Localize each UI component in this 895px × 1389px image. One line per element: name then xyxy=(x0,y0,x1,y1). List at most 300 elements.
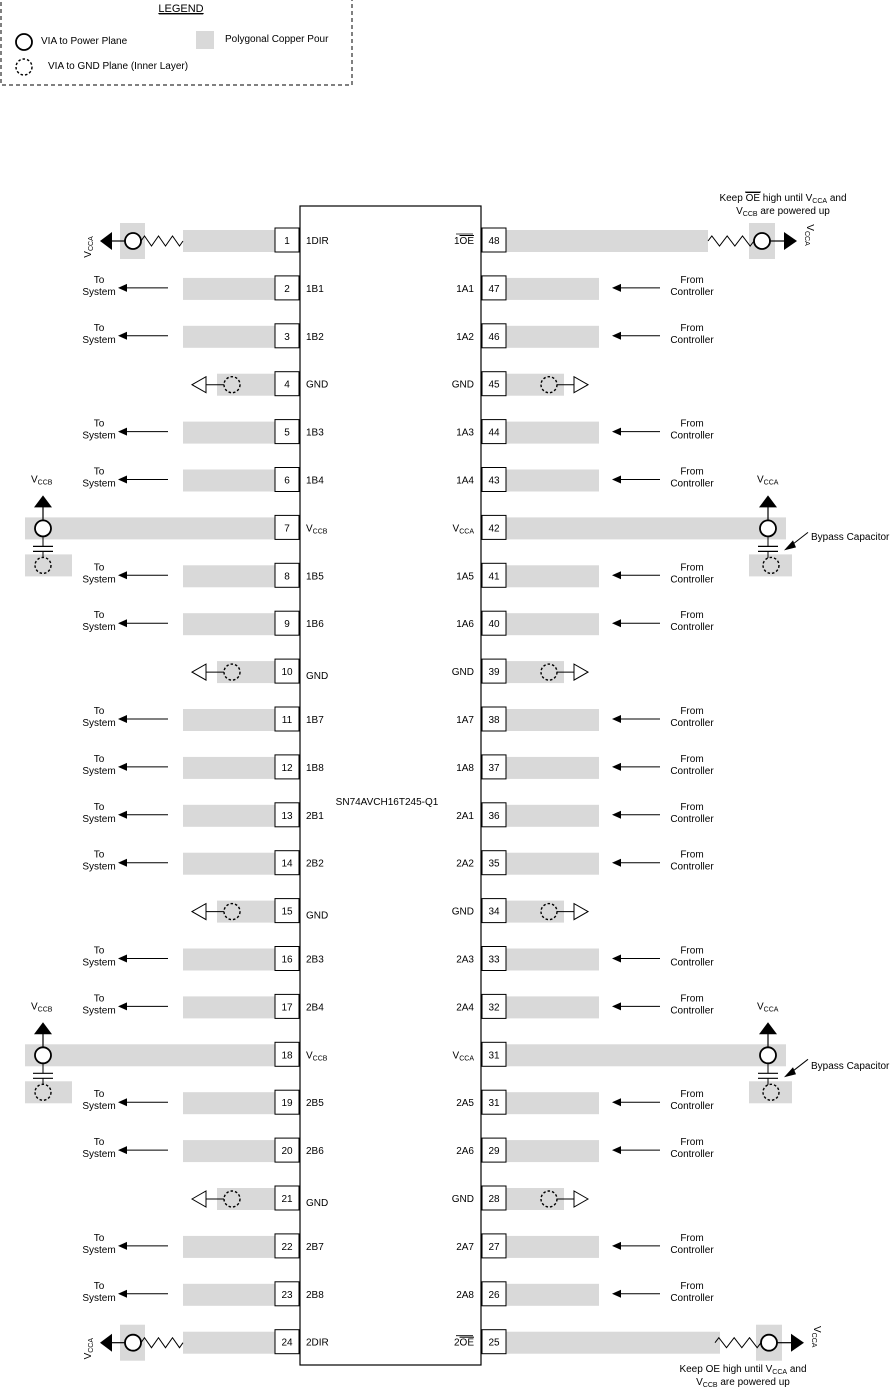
right-pin-48-0-name: 1OE xyxy=(453,236,474,247)
left-pin-21-gnd-via xyxy=(224,1191,240,1207)
left-pin-1-power-via xyxy=(125,233,141,249)
right-pin-36-12-name: 2A1 xyxy=(456,810,474,822)
left-pin-14-arrow-head xyxy=(118,859,127,867)
right-pin-44-4-arrow-head xyxy=(612,428,621,436)
right-pin-44-4-pour xyxy=(506,422,599,444)
left-pin-11-name: 1B7 xyxy=(306,715,324,726)
right-pin-47-1-controller-label: Controller xyxy=(670,286,714,298)
left-pin-4-number: 4 xyxy=(284,379,290,391)
left-pin-24-pour xyxy=(183,1332,275,1354)
power-via-icon xyxy=(16,34,32,50)
right-pin-40-8-arrow-head xyxy=(612,619,621,627)
right-pin-44-4-number: 44 xyxy=(488,427,500,439)
gnd-via-icon xyxy=(16,59,32,75)
right-pin-26-22-controller-label: Controller xyxy=(670,1292,714,1304)
right-pin-37-11-name: 1A8 xyxy=(456,762,474,774)
right-pin-26-22-pour xyxy=(506,1284,599,1306)
left-pin-7-number: 7 xyxy=(284,523,290,535)
right-pin-31-18-controller-label: Controller xyxy=(670,1101,714,1113)
left-pin-22-system-label: System xyxy=(82,1244,116,1256)
right-pin-26-22-number: 26 xyxy=(488,1289,500,1301)
right-pin-35-13-from-label: From xyxy=(680,849,704,861)
left-pin-21-name: GND xyxy=(306,1198,329,1209)
right-pin-29-19-controller-label: Controller xyxy=(670,1149,714,1161)
right-pin-36-12-number: 36 xyxy=(488,810,500,822)
right-pin-41-7-arrow-head xyxy=(612,571,621,579)
left-pin-5-name: 1B3 xyxy=(306,427,324,439)
right-pin-36-12-from-label: From xyxy=(680,801,704,813)
right-pin-38-10-from-label: From xyxy=(680,706,704,717)
note-bottom-line2: $V_{CCB}$ are powered up xyxy=(696,1377,790,1389)
right-pin-27-21-arrow-head xyxy=(612,1242,621,1250)
left-pin-1-pour xyxy=(183,230,275,252)
right-pin-37-11-arrow-head xyxy=(612,763,621,771)
right-pin-27-21-from-label: From xyxy=(680,1232,704,1244)
left-pin-10-number: 10 xyxy=(281,667,293,679)
right-pin-42-6-number: 42 xyxy=(488,523,500,535)
right-pin-48-0-supply-label-text: $V_{CCA}$ xyxy=(803,224,815,246)
right-pin-32-16-arrow-head xyxy=(612,1002,621,1010)
note-bottom-line1: Keep OE high until $V_{CCA}$ and xyxy=(679,1364,807,1376)
left-pin-6-number: 6 xyxy=(284,475,290,487)
right-pin-42-6-supply-label: $V_{CCA}$ xyxy=(757,474,779,487)
right-pin-33-15-number: 33 xyxy=(488,954,500,966)
left-pin-17-to-label: To xyxy=(93,993,105,1005)
right-pin-39-9-ground-symbol xyxy=(574,664,588,680)
right-pin-48-0-power-arrow xyxy=(784,232,797,250)
left-pin-17-number: 17 xyxy=(281,1002,293,1014)
left-pin-20-to-label: To xyxy=(93,1137,105,1149)
note-top-line2: $V_{CCB}$ are powered up xyxy=(736,206,830,218)
left-pin-13-arrow-head xyxy=(118,811,127,819)
bypass-capacitor-label-upper: Bypass Capacitor xyxy=(811,532,890,543)
left-pin-1-number: 1 xyxy=(284,236,290,247)
left-pin-13-pour xyxy=(183,805,275,827)
left-pin-12-pour xyxy=(183,757,275,779)
note-top-line1: Keep OE high until $V_{CCA}$ and xyxy=(719,193,847,205)
left-pin-19-pour xyxy=(183,1092,275,1114)
left-pin-10-ground-symbol xyxy=(192,664,206,680)
right-pin-31-17-pour xyxy=(506,1044,786,1066)
right-pin-45-3-name: GND xyxy=(451,379,474,391)
left-pin-19-name: 2B5 xyxy=(306,1098,324,1110)
left-pin-3-system-label: System xyxy=(82,334,116,346)
left-pin-17-system-label: System xyxy=(82,1005,116,1017)
left-pin-24-number: 24 xyxy=(281,1337,293,1349)
right-pin-38-10-number: 38 xyxy=(488,715,500,726)
right-pin-28-20-number: 28 xyxy=(488,1194,500,1205)
left-pin-15-ground-symbol xyxy=(192,904,206,920)
left-pin-9-to-label: To xyxy=(93,610,105,622)
left-pin-19-arrow-head xyxy=(118,1098,127,1106)
left-pin-14-number: 14 xyxy=(281,858,293,870)
left-pin-15-name: GND xyxy=(306,910,329,922)
left-pin-9-pour xyxy=(183,613,275,635)
left-pin-2-to-label: To xyxy=(93,274,105,286)
right-pin-48-0-pour xyxy=(506,230,708,252)
right-pin-34-14-ground-symbol xyxy=(574,904,588,920)
left-pin-3-pour xyxy=(183,326,275,348)
note-bottom xyxy=(679,1364,806,1389)
right-pin-26-22-arrow-head xyxy=(612,1290,621,1298)
right-pin-25-23-pour xyxy=(506,1332,720,1354)
left-pin-13-system-label: System xyxy=(82,813,116,825)
right-pin-37-11-from-label: From xyxy=(680,753,704,765)
right-pin-25-23-supply-label xyxy=(810,1326,822,1348)
left-pin-23-system-label: System xyxy=(82,1292,116,1304)
left-pin-9-name: 1B6 xyxy=(306,619,324,631)
note-top xyxy=(719,192,846,218)
left-pin-10-gnd-via xyxy=(224,664,240,680)
left-pin-11-number: 11 xyxy=(281,715,293,726)
right-pin-36-12-controller-label: Controller xyxy=(670,813,714,825)
left-pin-5-arrow-head xyxy=(118,428,127,436)
left-pin-6-to-label: To xyxy=(93,466,105,478)
left-pin-1-power-arrow xyxy=(100,232,112,250)
left-pin-24-power-via xyxy=(125,1335,141,1351)
left-pin-12-system-label: System xyxy=(82,765,116,777)
right-pin-27-21-name: 2A7 xyxy=(456,1241,474,1253)
left-pin-9-arrow-head xyxy=(118,619,127,627)
right-pin-31-17-power-via xyxy=(760,1047,776,1063)
left-pin-1-pullup-resistor xyxy=(141,236,183,246)
left-pin-19-number: 19 xyxy=(281,1098,293,1110)
right-pin-34-14-name: GND xyxy=(451,906,474,918)
left-pin-6-pour xyxy=(183,470,275,492)
left-pin-4-name: GND xyxy=(306,379,329,391)
left-pin-3-to-label: To xyxy=(93,322,105,334)
bypass-capacitor-label-lower: Bypass Capacitor xyxy=(811,1061,890,1072)
left-pin-2-number: 2 xyxy=(284,283,290,295)
right-pin-38-10-controller-label: Controller xyxy=(670,718,714,729)
left-pin-14-system-label: System xyxy=(82,861,116,873)
left-pin-6-arrow-head xyxy=(118,476,127,484)
left-pin-16-system-label: System xyxy=(82,957,116,969)
right-pin-38-10-name: 1A7 xyxy=(456,715,474,726)
left-pin-8-name: 1B5 xyxy=(306,571,324,583)
right-pin-31-17-supply-label: $V_{CCA}$ xyxy=(757,1001,779,1014)
left-pin-1-supply-label xyxy=(83,236,95,258)
right-pin-32-16-number: 32 xyxy=(488,1002,500,1014)
right-pin-35-13-name: 2A2 xyxy=(456,858,474,870)
left-pin-11-pour xyxy=(183,709,275,731)
left-pin-8-number: 8 xyxy=(284,571,290,583)
right-pin-43-5-from-label: From xyxy=(680,466,704,478)
left-pin-16-number: 16 xyxy=(281,954,293,966)
right-pin-41-7-from-label: From xyxy=(680,562,704,574)
left-pin-24-supply-label-text: $V_{CCA}$ xyxy=(83,1337,95,1360)
left-pin-24-power-arrow xyxy=(100,1334,112,1352)
right-pin-41-7-pour xyxy=(506,565,599,587)
left-pin-12-name: 1B8 xyxy=(306,762,324,774)
left-pin-23-number: 23 xyxy=(281,1289,293,1301)
left-pin-22-name: 2B7 xyxy=(306,1241,324,1253)
left-pin-7-power-via xyxy=(35,520,51,536)
left-pin-18-name: $V_{CCB}$ xyxy=(306,1050,328,1063)
right-pin-31-18-arrow-head xyxy=(612,1098,621,1106)
right-pin-43-5-controller-label: Controller xyxy=(670,478,714,490)
right-pin-47-1-number: 47 xyxy=(488,283,500,295)
right-pin-31-17-name: $V_{CCA}$ xyxy=(452,1050,474,1063)
left-pin-8-arrow-head xyxy=(118,571,127,579)
right-pin-44-4-name: 1A3 xyxy=(456,427,474,439)
right-pin-32-16-from-label: From xyxy=(680,993,704,1005)
right-pin-32-16-name: 2A4 xyxy=(456,1002,474,1014)
left-pin-8-system-label: System xyxy=(82,574,116,586)
left-pin-13-name: 2B1 xyxy=(306,810,324,822)
right-pin-27-21-number: 27 xyxy=(488,1241,500,1253)
right-pin-29-19-from-label: From xyxy=(680,1137,704,1149)
right-pin-43-5-pour xyxy=(506,470,599,492)
left-pin-19-to-label: To xyxy=(93,1089,105,1101)
right-pin-27-21-controller-label: Controller xyxy=(670,1244,714,1256)
left-pin-4-ground-symbol xyxy=(192,377,206,393)
left-pin-7-pour xyxy=(25,517,275,539)
right-pin-31-17-power-arrow xyxy=(759,1022,777,1034)
right-pin-33-15-from-label: From xyxy=(680,945,704,957)
right-pin-28-20-gnd-via xyxy=(541,1191,557,1207)
right-pin-47-1-pour xyxy=(506,278,599,300)
left-pin-8-pour xyxy=(183,565,275,587)
right-pin-40-8-controller-label: Controller xyxy=(670,622,714,634)
left-pin-11-to-label: To xyxy=(93,706,105,717)
right-pin-44-4-controller-label: Controller xyxy=(670,430,714,442)
left-pin-3-name: 1B2 xyxy=(306,331,324,343)
left-pin-5-number: 5 xyxy=(284,427,290,439)
left-pin-17-name: 2B4 xyxy=(306,1002,324,1014)
right-pin-46-2-arrow-head xyxy=(612,332,621,340)
right-pin-41-7-number: 41 xyxy=(488,571,500,583)
right-pin-46-2-from-label: From xyxy=(680,322,704,334)
right-pin-37-11-pour xyxy=(506,757,599,779)
right-pin-47-1-arrow-head xyxy=(612,284,621,292)
left-pin-11-system-label: System xyxy=(82,718,116,729)
left-pin-1-supply-label-text: $V_{CCA}$ xyxy=(83,236,95,258)
left-pin-6-name: 1B4 xyxy=(306,475,324,487)
legend-power-via-label: VIA to Power Plane xyxy=(41,36,128,47)
legend-title: LEGEND xyxy=(158,3,204,15)
right-pin-26-22-from-label: From xyxy=(680,1280,704,1292)
right-pin-31-17-bypass-pointer-head xyxy=(784,1067,796,1077)
left-pin-18-power-via xyxy=(35,1047,51,1063)
right-pin-45-3-number: 45 xyxy=(488,379,500,391)
left-pin-22-number: 22 xyxy=(281,1241,293,1253)
left-pin-2-pour xyxy=(183,278,275,300)
right-pin-35-13-number: 35 xyxy=(488,858,500,870)
left-pin-20-name: 2B6 xyxy=(306,1146,324,1158)
right-pin-37-11-number: 37 xyxy=(488,762,500,774)
right-pin-40-8-from-label: From xyxy=(680,610,704,622)
right-pin-46-2-number: 46 xyxy=(488,331,500,343)
left-pin-23-to-label: To xyxy=(93,1280,105,1292)
right-pin-29-19-number: 29 xyxy=(488,1146,500,1158)
right-pin-29-19-name: 2A6 xyxy=(456,1146,474,1158)
left-pin-20-number: 20 xyxy=(281,1146,293,1158)
left-pin-13-number: 13 xyxy=(281,810,293,822)
left-pin-7-power-arrow xyxy=(34,495,52,507)
left-pin-22-arrow-head xyxy=(118,1242,127,1250)
right-pin-48-0-power-via xyxy=(754,233,770,249)
copper-pour-icon xyxy=(196,31,214,49)
right-pin-47-1-from-label: From xyxy=(680,274,704,286)
left-pin-11-arrow-head xyxy=(118,715,127,723)
left-pin-4-gnd-via xyxy=(224,377,240,393)
right-pin-35-13-controller-label: Controller xyxy=(670,861,714,873)
left-pin-22-pour xyxy=(183,1236,275,1258)
left-pin-10-name: GND xyxy=(306,671,329,683)
right-pin-40-8-name: 1A6 xyxy=(456,619,474,631)
left-pin-7-name: $V_{CCB}$ xyxy=(306,523,328,536)
right-pin-28-20-name: GND xyxy=(451,1194,474,1205)
legend-gnd-via-label: VIA to GND Plane (Inner Layer) xyxy=(48,61,189,72)
left-pin-21-ground-symbol xyxy=(192,1191,206,1207)
left-pin-16-pour xyxy=(183,949,275,971)
right-pin-42-6-power-arrow xyxy=(759,495,777,507)
right-pin-42-6-name: $V_{CCA}$ xyxy=(452,523,474,536)
left-pin-18-supply-label: $V_{CCB}$ xyxy=(31,1001,53,1014)
right-pin-38-10-pour xyxy=(506,709,599,731)
right-pin-48-0-supply-label xyxy=(803,224,815,246)
right-pin-41-7-name: 1A5 xyxy=(456,571,474,583)
right-pin-33-15-arrow-head xyxy=(612,955,621,963)
left-pin-23-arrow-head xyxy=(118,1290,127,1298)
left-pin-6-system-label: System xyxy=(82,478,116,490)
left-pin-3-number: 3 xyxy=(284,331,290,343)
right-pin-36-12-arrow-head xyxy=(612,811,621,819)
left-pin-12-arrow-head xyxy=(118,763,127,771)
right-pin-33-15-pour xyxy=(506,949,599,971)
right-pin-34-14-number: 34 xyxy=(488,906,500,918)
right-pin-46-2-pour xyxy=(506,326,599,348)
left-pin-18-pour xyxy=(25,1044,275,1066)
left-pin-20-pour xyxy=(183,1140,275,1162)
right-pin-47-1-name: 1A1 xyxy=(456,283,474,295)
left-pin-21-number: 21 xyxy=(281,1194,293,1205)
right-pin-25-23-power-via xyxy=(761,1335,777,1351)
right-pin-35-13-pour xyxy=(506,853,599,875)
right-pin-29-19-pour xyxy=(506,1140,599,1162)
left-pin-18-power-arrow xyxy=(34,1022,52,1034)
left-pin-16-to-label: To xyxy=(93,945,105,957)
right-pin-31-18-pour xyxy=(506,1092,599,1114)
right-pin-39-9-name: GND xyxy=(451,667,474,679)
right-pin-25-23-number: 25 xyxy=(488,1337,500,1349)
right-pin-25-23-pullup-resistor xyxy=(715,1338,761,1348)
right-pin-40-8-pour xyxy=(506,613,599,635)
legend xyxy=(1,0,352,85)
left-pin-1-name: 1DIR xyxy=(306,236,329,247)
left-pin-23-pour xyxy=(183,1284,275,1306)
right-pin-43-5-number: 43 xyxy=(488,475,500,487)
left-pin-12-number: 12 xyxy=(281,762,293,774)
left-pin-12-to-label: To xyxy=(93,753,105,765)
right-pin-31-17-cap-gnd-via xyxy=(763,1084,779,1100)
right-pin-45-3-gnd-via xyxy=(541,377,557,393)
right-pin-33-15-controller-label: Controller xyxy=(670,957,714,969)
right-pin-43-5-name: 1A4 xyxy=(456,475,474,487)
right-pin-25-23-power-arrow xyxy=(791,1334,804,1352)
left-pin-13-to-label: To xyxy=(93,801,105,813)
legend-copper-pour-label: Polygonal Copper Pour xyxy=(225,34,329,45)
left-pin-24-supply-label xyxy=(83,1338,95,1360)
left-pin-23-name: 2B8 xyxy=(306,1289,324,1301)
right-pin-48-0-pullup-resistor xyxy=(708,236,754,246)
left-pin-17-arrow-head xyxy=(118,1002,127,1010)
right-pin-42-6-pour xyxy=(506,517,786,539)
left-pin-16-arrow-head xyxy=(118,955,127,963)
left-pin-2-name: 1B1 xyxy=(306,283,324,295)
left-pin-5-system-label: System xyxy=(82,430,116,442)
left-pin-7-supply-label: $V_{CCB}$ xyxy=(31,474,53,487)
right-pin-29-19-arrow-head xyxy=(612,1146,621,1154)
left-pin-24-name: 2DIR xyxy=(306,1337,329,1349)
right-pin-32-16-pour xyxy=(506,996,599,1018)
left-pin-9-system-label: System xyxy=(82,622,116,634)
right-pin-44-4-from-label: From xyxy=(680,418,704,430)
right-pin-31-18-number: 31 xyxy=(488,1098,500,1110)
left-pin-22-to-label: To xyxy=(93,1232,105,1244)
chip-name: SN74AVCH16T245-Q1 xyxy=(335,797,439,808)
right-pin-40-8-number: 40 xyxy=(488,619,500,631)
right-pin-31-18-name: 2A5 xyxy=(456,1098,474,1110)
right-pin-31-17-number: 31 xyxy=(488,1050,500,1062)
right-pin-25-23-supply-label-text: $V_{CCA}$ xyxy=(810,1325,822,1348)
left-pin-20-arrow-head xyxy=(118,1146,127,1154)
right-pin-46-2-controller-label: Controller xyxy=(670,334,714,346)
right-pin-39-9-number: 39 xyxy=(488,667,500,679)
left-pin-8-to-label: To xyxy=(93,562,105,574)
left-pin-9-number: 9 xyxy=(284,619,290,631)
right-pin-45-3-ground-symbol xyxy=(574,377,588,393)
right-pin-36-12-pour xyxy=(506,805,599,827)
right-pin-43-5-arrow-head xyxy=(612,476,621,484)
left-pin-14-to-label: To xyxy=(93,849,105,861)
left-pin-7-cap-gnd-via xyxy=(35,557,51,573)
left-pin-5-pour xyxy=(183,422,275,444)
left-pin-20-system-label: System xyxy=(82,1149,116,1161)
left-pin-18-cap-gnd-via xyxy=(35,1084,51,1100)
left-pin-16-name: 2B3 xyxy=(306,954,324,966)
right-pin-27-21-pour xyxy=(506,1236,599,1258)
right-pin-42-6-cap-gnd-via xyxy=(763,557,779,573)
left-pin-2-system-label: System xyxy=(82,286,116,298)
right-pin-42-6-bypass-pointer-head xyxy=(784,540,796,550)
left-pin-18-number: 18 xyxy=(281,1050,293,1062)
right-pin-34-14-gnd-via xyxy=(541,904,557,920)
right-pin-37-11-controller-label: Controller xyxy=(670,765,714,777)
right-pin-48-0-number: 48 xyxy=(488,236,500,247)
right-pin-42-6-power-via xyxy=(760,520,776,536)
right-pin-39-9-gnd-via xyxy=(541,664,557,680)
left-pin-17-pour xyxy=(183,996,275,1018)
left-pin-19-system-label: System xyxy=(82,1101,116,1113)
right-pin-25-23-name: 2OE xyxy=(453,1337,474,1349)
right-pin-33-15-name: 2A3 xyxy=(456,954,474,966)
right-pin-38-10-arrow-head xyxy=(612,715,621,723)
right-pin-31-18-from-label: From xyxy=(680,1089,704,1101)
right-pin-35-13-arrow-head xyxy=(612,859,621,867)
left-pin-14-pour xyxy=(183,853,275,875)
left-pin-14-name: 2B2 xyxy=(306,858,324,870)
left-pin-2-arrow-head xyxy=(118,284,127,292)
left-pin-5-to-label: To xyxy=(93,418,105,430)
right-pin-28-20-ground-symbol xyxy=(574,1191,588,1207)
right-pin-26-22-name: 2A8 xyxy=(456,1289,474,1301)
left-pin-15-gnd-via xyxy=(224,904,240,920)
left-pin-24-pullup-resistor xyxy=(141,1338,183,1348)
right-pin-32-16-controller-label: Controller xyxy=(670,1005,714,1017)
left-pin-15-number: 15 xyxy=(281,906,293,918)
